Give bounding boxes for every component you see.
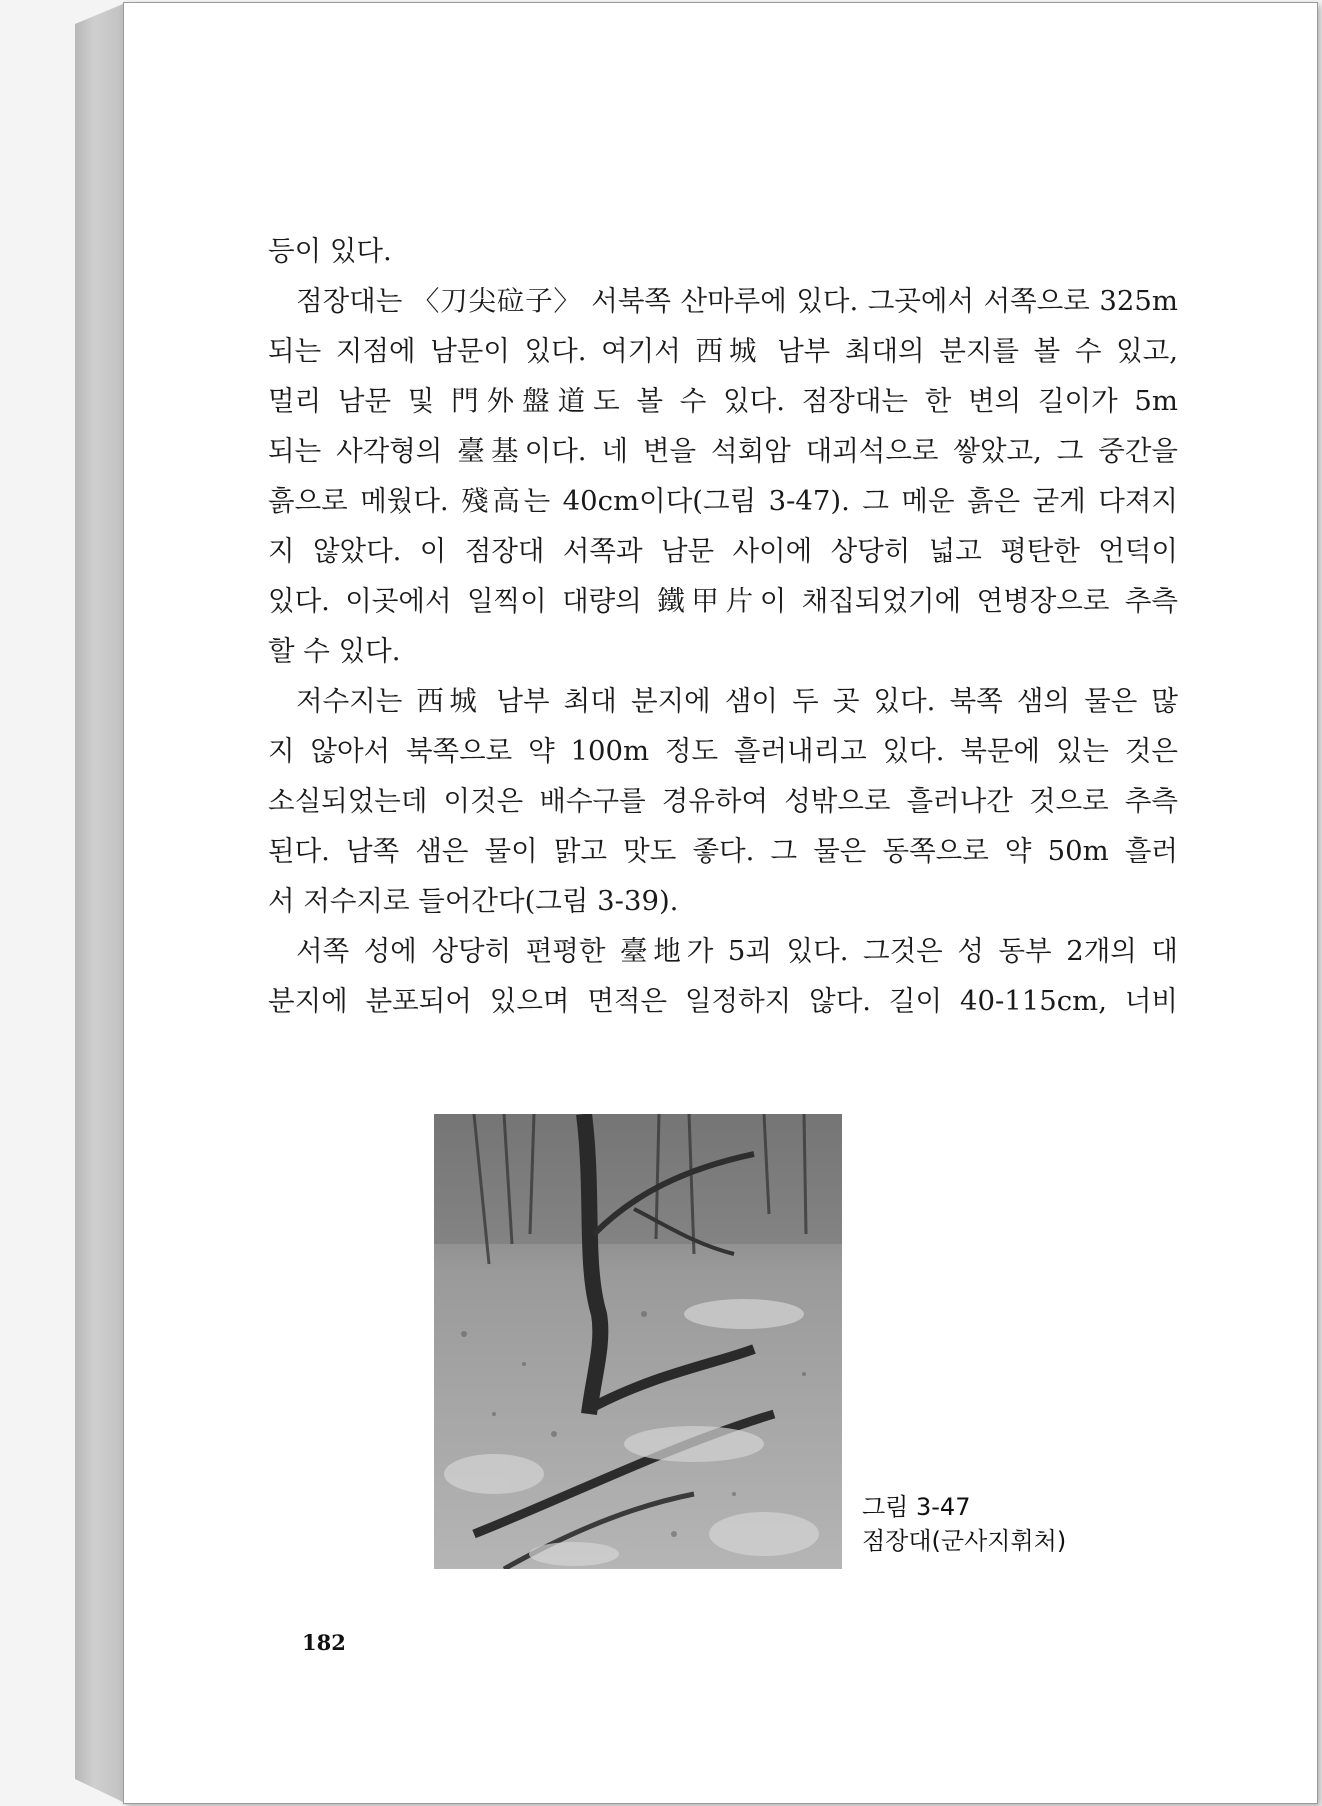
figure-number: 그림 3-47 <box>862 1493 971 1521</box>
forest-photo-image <box>434 1114 842 1569</box>
text-line: 지 않아서 북쪽으로 약 100m 정도 흘러내리고 있다. 북문에 있는 것은 <box>268 735 1178 767</box>
figure-caption <box>862 1490 1066 1558</box>
figure-photo <box>434 1114 842 1569</box>
text-line: 소실되었는데 이것은 배수구를 경유하여 성밖으로 흘러나간 것으로 추측 <box>268 785 1178 817</box>
text-line: 점장대는 〈刀尖砬子〉 서북쪽 산마루에 있다. 그곳에서 서쪽으로 325m <box>296 285 1178 317</box>
book-spine <box>75 4 123 1802</box>
text-line: 된다. 남쪽 샘은 물이 맑고 맛도 좋다. 그 물은 동쪽으로 약 50m 흘러 <box>268 835 1178 867</box>
text-line: 서 저수지로 들어간다(그림 3-39). <box>268 885 679 917</box>
page-number: 182 <box>302 1630 346 1655</box>
text-line: 흙으로 메웠다. 殘高는 40cm이다(그림 3-47). 그 메운 흙은 굳게 다져지 <box>268 485 1178 517</box>
text-line: 분지에 분포되어 있으며 면적은 일정하지 않다. 길이 40-115cm, 너비 <box>268 985 1178 1017</box>
text-line: 되는 사각형의 臺基이다. 네 변을 석회암 대괴석으로 쌓았고, 그 중간을 <box>268 435 1178 467</box>
body-text <box>268 226 1178 1026</box>
text-line: 있다. 이곳에서 일찍이 대량의 鐵甲片이 채집되었기에 연병장으로 추측 <box>268 585 1178 617</box>
text-line: 등이 있다. <box>268 235 392 267</box>
figure-title: 점장대(군사지휘처) <box>862 1527 1067 1555</box>
text-line: 되는 지점에 남문이 있다. 여기서 西城 남부 최대의 분지를 볼 수 있고, <box>268 335 1178 367</box>
text-line: 멀리 남문 및 門外盤道도 볼 수 있다. 점장대는 한 변의 길이가 5m <box>268 385 1178 417</box>
text-line: 저수지는 西城 남부 최대 분지에 샘이 두 곳 있다. 북쪽 샘의 물은 많 <box>296 685 1178 717</box>
text-line: 지 않았다. 이 점장대 서쪽과 남문 사이에 상당히 넓고 평탄한 언덕이 <box>268 535 1178 567</box>
text-line: 서쪽 성에 상당히 편평한 臺地가 5괴 있다. 그것은 성 동부 2개의 대 <box>296 935 1178 967</box>
text-line: 할 수 있다. <box>268 635 401 667</box>
